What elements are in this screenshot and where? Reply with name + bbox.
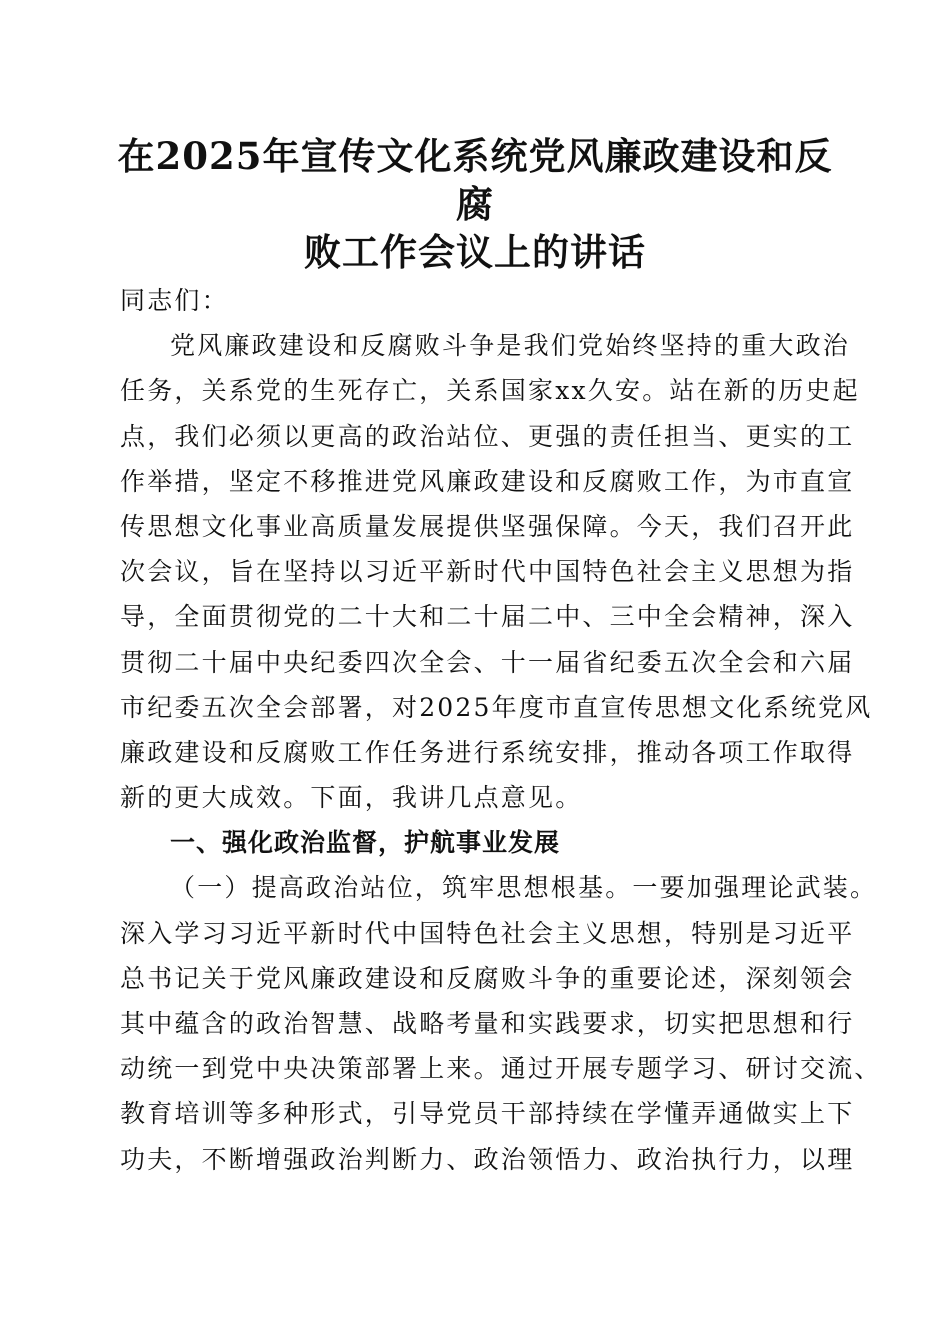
paragraph-1-line: 市纪委五次全会部署，对2025年度市直宣传思想文化系统党风 (120, 692, 873, 722)
paragraph-1-line: 次会议，旨在坚持以习近平新时代中国特色社会主义思想为指 (120, 557, 855, 587)
paragraph-1-line: 导，全面贯彻党的二十大和二十届二中、三中全会精神，深入 (120, 602, 855, 632)
paragraph-2-line: 其中蕴含的政治智慧、战略考量和实践要求，切实把思想和行 (120, 1009, 855, 1038)
paragraph-1-line: 新的更大成效。下面，我讲几点意见。 (120, 783, 583, 813)
paragraph-1-line: 贯彻二十届中央纪委四次全会、十一届省纪委五次全会和六届 (120, 647, 855, 677)
paragraph-1-line: 作举措，坚定不移推进党风廉政建设和反腐败工作，为市直宣 (120, 466, 855, 496)
paragraph-1-line: 任务，关系党的生死存亡，关系国家xx久安。站在新的历史起 (120, 376, 860, 406)
paragraph-1-line: 点，我们必须以更高的政治站位、更强的责任担当、更实的工 (120, 421, 855, 451)
section-1-heading: 一、强化政治监督，护航事业发展 (170, 828, 561, 858)
paragraph-2-line: 动统一到党中央决策部署上来。通过开展专题学习、研讨交流、 (120, 1054, 882, 1084)
document-body (120, 278, 882, 1182)
paragraph-2-line: （一）提高政治站位，筑牢思想根基。一要加强理论武装。 (170, 873, 878, 903)
paragraph-2-line: 总书记关于党风廉政建设和反腐败斗争的重要论述，深刻领会 (120, 963, 855, 993)
title-line-2: 败工作会议上的讲话 (304, 230, 646, 274)
paragraph-1-line: 廉政建设和反腐败工作任务进行系统安排，推动各项工作取得 (120, 737, 855, 767)
greeting: 同志们： (120, 286, 229, 315)
paragraph-1-line: 传思想文化事业高质量发展提供坚强保障。今天，我们召开此 (120, 511, 855, 541)
paragraph-2-line: 教育培训等多种形式，引导党员干部持续在学懂弄通做实上下 (120, 1099, 855, 1129)
title-line-1: 在2025年宣传文化系统党风廉政建设和反腐 (117, 134, 833, 226)
paragraph-2-line: 功夫，不断增强政治判断力、政治领悟力、政治执行力，以理 (120, 1144, 855, 1174)
paragraph-2-line: 深入学习习近平新时代中国特色社会主义思想，特别是习近平 (120, 918, 855, 948)
document-title (110, 132, 840, 276)
paragraph-1-line: 党风廉政建设和反腐败斗争是我们党始终坚持的重大政治 (170, 331, 851, 361)
